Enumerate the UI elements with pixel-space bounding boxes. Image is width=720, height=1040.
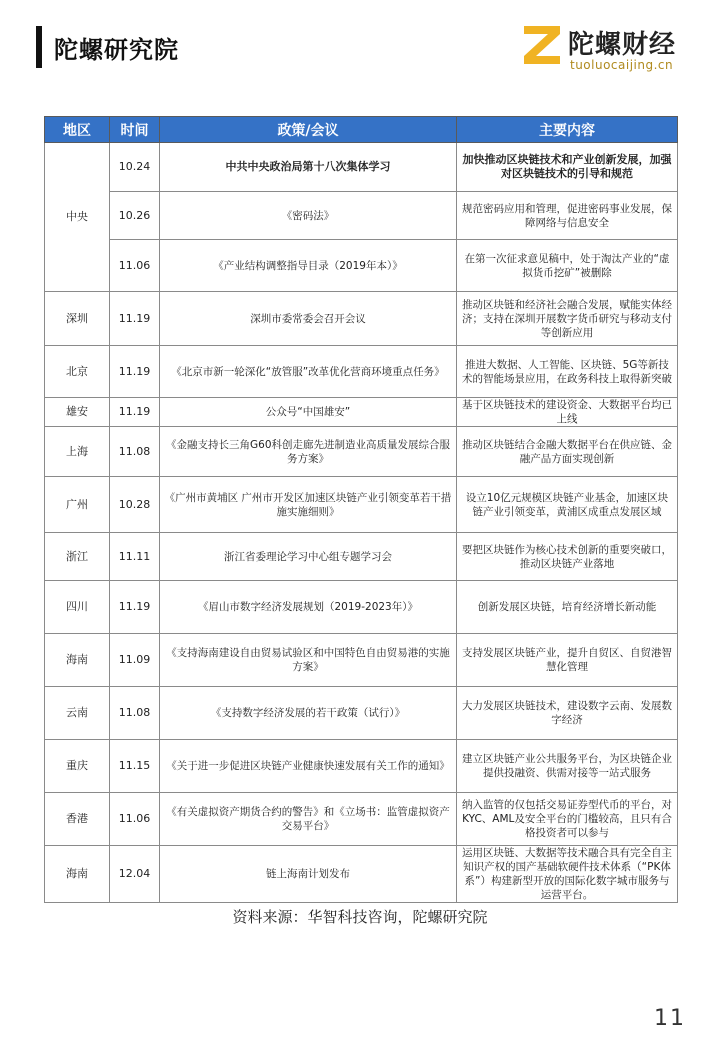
region-cell: 广州: [45, 477, 110, 533]
time-cell: 12.04: [110, 846, 160, 903]
policy-cell: 《支持数字经济发展的若干政策（试行）》: [160, 687, 457, 740]
table-row: [45, 427, 678, 477]
time-cell: 11.06: [110, 793, 160, 846]
time-cell: 10.26: [110, 192, 160, 240]
table-row: [45, 346, 678, 398]
time-cell: 10.28: [110, 477, 160, 533]
time-cell: 11.19: [110, 398, 160, 427]
policy-cell: 《广州市黄埔区 广州市开发区加速区块链产业引领变革若干措施实施细则》: [160, 477, 457, 533]
time-cell: 11.19: [110, 346, 160, 398]
region-cell: 中央: [45, 143, 110, 292]
table-row: [45, 793, 678, 846]
policy-cell: 《支持海南建设自由贸易试验区和中国特色自由贸易港的实施方案》: [160, 634, 457, 687]
policy-cell: 深圳市委常委会召开会议: [160, 292, 457, 346]
policy-table-container: [44, 116, 677, 903]
content-cell: 建立区块链产业公共服务平台，为区块链企业提供投融资、供需对接等一站式服务: [457, 740, 678, 793]
header-content: 主要内容: [457, 117, 678, 143]
time-cell: 11.09: [110, 634, 160, 687]
content-cell: 推动区块链和经济社会融合发展，赋能实体经济；支持在深圳开展数字货币研究与移动支付等创新应用: [457, 292, 678, 346]
time-cell: 11.08: [110, 427, 160, 477]
time-cell: 11.08: [110, 687, 160, 740]
header-region: 地区: [45, 117, 110, 143]
table-header-row: [45, 117, 678, 143]
content-cell: 纳入监管的仅包括交易证券型代币的平台，对KYC、AML及安全平台的门槛较高，且只有合格投资者可以参与: [457, 793, 678, 846]
policy-cell: 《有关虚拟资产期货合约的警告》和《立场书：监管虚拟资产交易平台》: [160, 793, 457, 846]
region-cell: 香港: [45, 793, 110, 846]
logo-url: tuoluocaijing.cn: [570, 58, 674, 72]
policy-cell: 《密码法》: [160, 192, 457, 240]
region-cell: 海南: [45, 634, 110, 687]
header-time: 时间: [110, 117, 160, 143]
content-cell: 要把区块链作为核心技术创新的重要突破口，推动区块链产业落地: [457, 533, 678, 581]
table-row: [45, 143, 678, 192]
table-row: [45, 687, 678, 740]
table-row: [45, 398, 678, 427]
policy-cell: 《眉山市数字经济发展规划（2019-2023年）》: [160, 581, 457, 634]
content-cell: 规范密码应用和管理，促进密码事业发展，保障网络与信息安全: [457, 192, 678, 240]
content-cell: 推进大数据、人工智能、区块链、5G等新技术的智能场景应用，在政务科技上取得新突破: [457, 346, 678, 398]
table-row: [45, 533, 678, 581]
logo-name: 陀螺财经: [568, 30, 677, 60]
region-cell: 上海: [45, 427, 110, 477]
table-row: [45, 292, 678, 346]
region-cell: 北京: [45, 346, 110, 398]
policy-cell: 《关于进一步促进区块链产业健康快速发展有关工作的通知》: [160, 740, 457, 793]
policy-cell: 链上海南计划发布: [160, 846, 457, 903]
header-policy: 政策/会议: [160, 117, 457, 143]
table-row: [45, 240, 678, 292]
content-cell: 运用区块链、大数据等技术融合具有完全自主知识产权的国产基础软硬件技术体系（“PK体系”）构建新型开放的国际化数字城市服务与运营平台。: [457, 846, 678, 903]
time-cell: 10.24: [110, 143, 160, 192]
content-cell: 基于区块链技术的建设资金、大数据平台均已上线: [457, 398, 678, 427]
content-cell: 推动区块链结合金融大数据平台在供应链、金融产品方面实现创新: [457, 427, 678, 477]
table-row: [45, 192, 678, 240]
region-cell: 海南: [45, 846, 110, 903]
policy-table: [44, 116, 678, 903]
content-cell: 创新发展区块链，培育经济增长新动能: [457, 581, 678, 634]
table-row: [45, 740, 678, 793]
time-cell: 11.19: [110, 581, 160, 634]
content-cell: 在第一次征求意见稿中，处于淘汰产业的“虚拟货币挖矿”被删除: [457, 240, 678, 292]
region-cell: 云南: [45, 687, 110, 740]
time-cell: 11.19: [110, 292, 160, 346]
region-cell: 浙江: [45, 533, 110, 581]
header-title: 陀螺研究院: [54, 36, 179, 64]
policy-cell: 公众号“中国雄安”: [160, 398, 457, 427]
region-cell: 深圳: [45, 292, 110, 346]
time-cell: 11.06: [110, 240, 160, 292]
brand-logo: [520, 20, 690, 76]
page-number: 11: [654, 1006, 686, 1031]
source-note: 资料来源：华智科技咨询，陀螺研究院: [232, 908, 488, 926]
policy-cell: 《产业结构调整指导目录（2019年本）》: [160, 240, 457, 292]
content-cell: 加快推动区块链技术和产业创新发展，加强对区块链技术的引导和规范: [457, 143, 678, 192]
policy-cell: 浙江省委理论学习中心组专题学习会: [160, 533, 457, 581]
logo-z-icon: [520, 22, 564, 66]
table-row: [45, 477, 678, 533]
content-cell: 设立10亿元规模区块链产业基金，加速区块链产业引领变革，黄浦区成重点发展区域: [457, 477, 678, 533]
policy-cell: 《金融支持长三角G60科创走廊先进制造业高质量发展综合服务方案》: [160, 427, 457, 477]
table-row: [45, 634, 678, 687]
content-cell: 大力发展区块链技术，建设数字云南、发展数字经济: [457, 687, 678, 740]
content-cell: 支持发展区块链产业，提升自贸区、自贸港智慧化管理: [457, 634, 678, 687]
time-cell: 11.11: [110, 533, 160, 581]
region-cell: 雄安: [45, 398, 110, 427]
table-row: [45, 846, 678, 903]
region-cell: 四川: [45, 581, 110, 634]
policy-cell: 中共中央政治局第十八次集体学习: [160, 143, 457, 192]
region-cell: 重庆: [45, 740, 110, 793]
policy-cell: 《北京市新一轮深化“放管服”改革优化营商环境重点任务》: [160, 346, 457, 398]
time-cell: 11.15: [110, 740, 160, 793]
table-row: [45, 581, 678, 634]
header-accent-bar: [36, 26, 42, 68]
